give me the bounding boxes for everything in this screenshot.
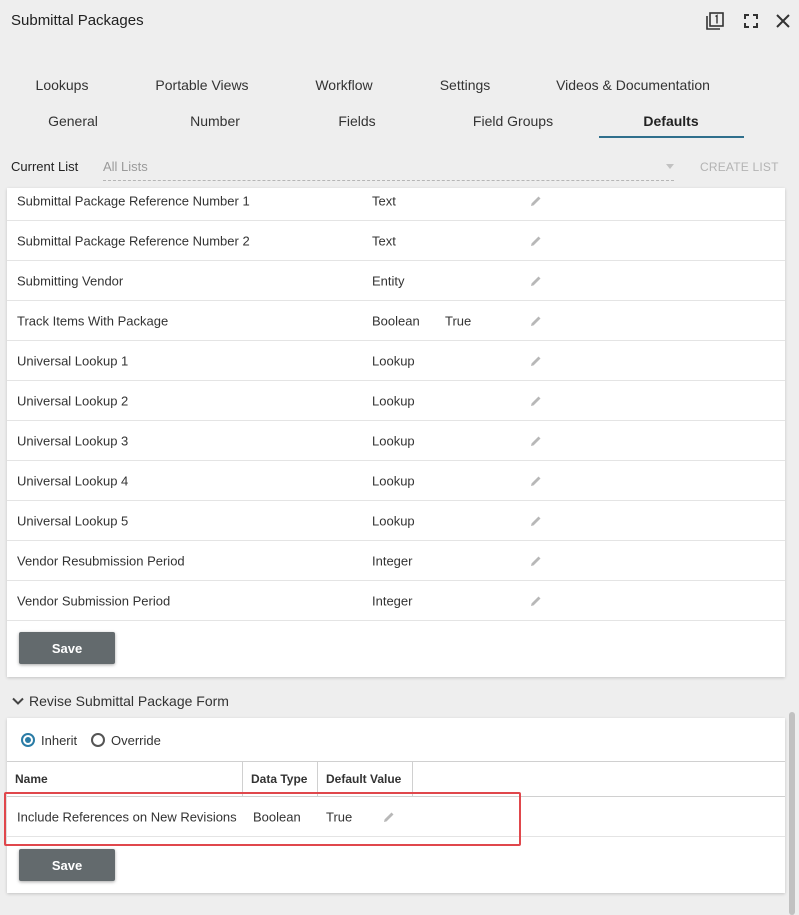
tab-settings[interactable]: Settings [439,77,491,93]
fullscreen-icon[interactable] [740,10,762,32]
save-button[interactable]: Save [19,632,115,664]
field-name: Vendor Resubmission Period [17,553,185,568]
tab-videos-documentation[interactable]: Videos & Documentation [556,77,710,93]
chevron-down-icon [666,164,674,169]
pencil-icon[interactable] [529,594,543,608]
window-title: Submittal Packages [11,12,144,29]
override-radio-label[interactable]: Override [111,733,161,748]
field-type: Text [372,233,396,248]
tab-defaults[interactable]: Defaults [643,113,699,129]
close-icon[interactable] [772,10,794,32]
field-name: Universal Lookup 2 [17,393,129,408]
current-list-value: All Lists [103,159,148,174]
pencil-icon[interactable] [529,274,543,288]
tab-number[interactable]: Number [190,113,240,129]
pencil-icon[interactable] [529,314,543,328]
field-name: Submitting Vendor [17,273,124,288]
field-type: Boolean [372,313,420,328]
field-name: Universal Lookup 5 [17,513,129,528]
field-type: Text [372,193,396,208]
field-name: Include References on New Revisions [17,809,237,824]
field-default: True [445,313,472,328]
table-row [7,221,785,261]
table-row [7,261,785,301]
table-row [7,181,785,221]
column-header-data-type[interactable]: Data Type [243,762,318,796]
tab-fields[interactable]: Fields [338,113,376,129]
section-title-revise-form[interactable]: Revise Submittal Package Form [29,693,229,709]
tab-portable-views[interactable]: Portable Views [155,77,249,93]
table-row [7,581,785,621]
field-name: Submittal Package Reference Number 1 [17,193,250,208]
pencil-icon[interactable] [529,354,543,368]
highlight-box [4,792,521,846]
table-row [7,461,785,501]
pencil-icon[interactable] [529,474,543,488]
table-row [7,541,785,581]
field-type: Lookup [372,353,415,368]
inherit-radio-label[interactable]: Inherit [41,733,78,748]
window-header [0,0,799,44]
field-type: Entity [372,273,405,288]
field-name: Vendor Submission Period [17,593,171,608]
copy-icon[interactable] [704,10,726,32]
field-type: Boolean [253,809,301,824]
current-list-select[interactable] [103,154,674,181]
column-header-name[interactable]: Name [7,762,243,796]
current-list-label: Current List [11,159,79,174]
table-row [7,421,785,461]
pencil-icon[interactable] [529,394,543,408]
table-row [7,381,785,421]
pencil-icon[interactable] [529,434,543,448]
pencil-icon[interactable] [529,194,543,208]
scrollbar[interactable] [789,712,795,915]
field-type: Lookup [372,513,415,528]
pencil-icon[interactable] [529,514,543,528]
override-radio[interactable] [91,733,105,747]
field-type: Integer [372,553,413,568]
table-row [7,301,785,341]
active-tab-indicator [599,136,744,138]
table-row [7,501,785,541]
inherit-radio[interactable] [21,733,35,747]
create-list-button[interactable]: CREATE LIST [700,160,779,174]
pencil-icon[interactable] [529,554,543,568]
field-type: Lookup [372,393,415,408]
field-name: Universal Lookup 1 [17,353,129,368]
tab-workflow[interactable]: Workflow [315,77,373,93]
field-default: True [326,809,353,824]
field-type: Lookup [372,473,415,488]
tab-lookups[interactable]: Lookups [35,77,89,93]
pencil-icon[interactable] [529,234,543,248]
field-name: Submittal Package Reference Number 2 [17,233,250,248]
field-type: Integer [372,593,413,608]
table-row [7,341,785,381]
field-type: Lookup [372,433,415,448]
tab-general[interactable]: General [48,113,98,129]
field-name: Track Items With Package [17,313,169,328]
field-name: Universal Lookup 4 [17,473,129,488]
field-name: Universal Lookup 3 [17,433,129,448]
column-header-default-value[interactable]: Default Value [318,762,413,796]
save-button[interactable]: Save [19,849,115,881]
chevron-down-icon[interactable] [11,694,25,708]
defaults-table-card [7,188,785,677]
tab-field-groups[interactable]: Field Groups [472,113,554,129]
